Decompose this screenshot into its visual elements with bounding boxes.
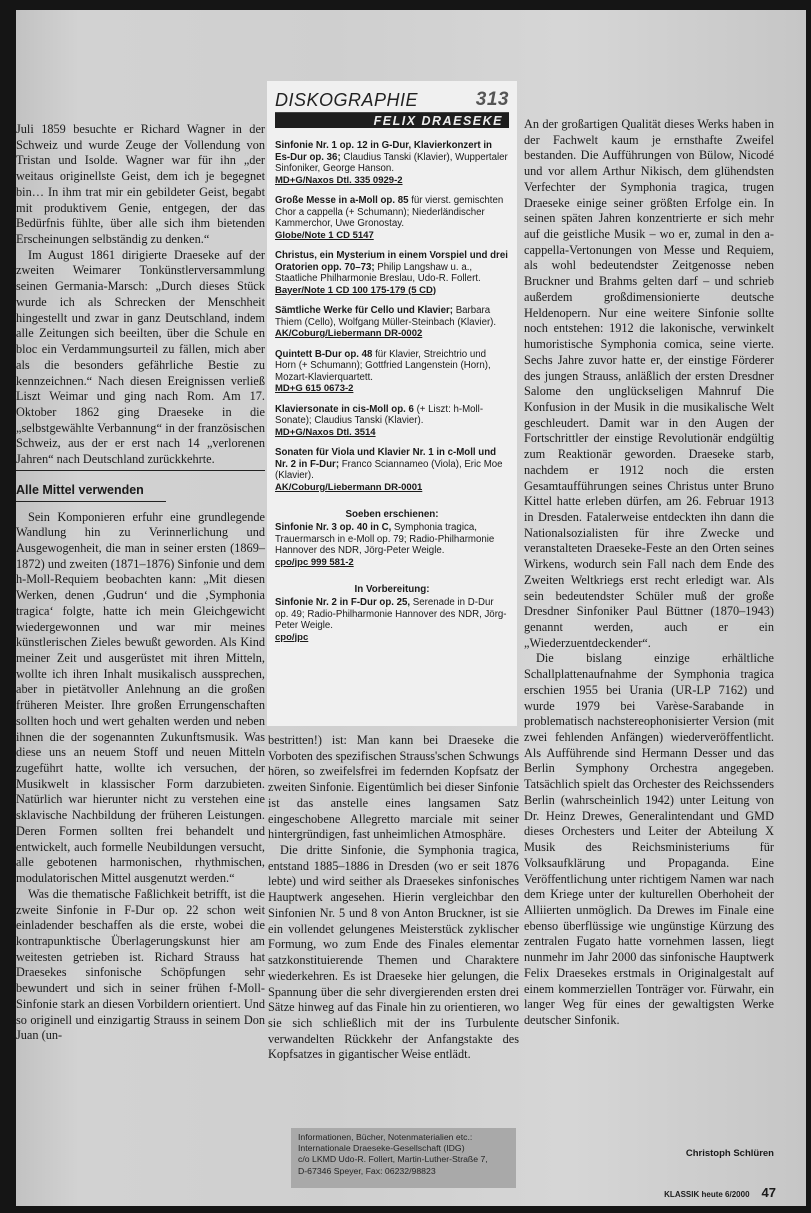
entry-work: Sinfonie Nr. 2 in F-Dur op. 25, <box>275 597 411 608</box>
info-line: c/o LKMD Udo-R. Follert, Martin-Luther-Straße 7, <box>298 1154 488 1165</box>
author-byline: Christoph Schlüren <box>685 1148 774 1159</box>
entry-description: Franco Sciannameo (Viola), Eric Moe (Klavier). <box>275 458 503 481</box>
column-rule <box>16 470 265 471</box>
section-heading: Alle Mittel verwenden <box>16 483 166 502</box>
paragraph: Im August 1861 dirigierte Draeseke auf der zweiten Weimarer Tonkünstlerversammlung seinen Germania-Marsch: „Durch dieses Stück wurde ich als Schrecken der Menschheit hingestellt und zwar in ganz Deutschland, indem alle Zeitungen sich beeilten, über die Schule en bloc ein Verdammungsurteil zu fällen, mich aber als die besonders gefährliche Bestie zu kennzeichnen.“ Nach diesen Ereignissen verließ Liszt Weimar und ging nach Rom. Am 17. Oktober 1862 ging Draeseke in die „selbstgewählte Verbannung“ in der französischen Schweiz, aus der er erst nach 14 „verlorenen Jahren“ nach Deutschland zurückkehrte. <box>16 247 265 467</box>
paragraph: bestritten!) ist: Man kann bei Draeseke die Vorboten des spezifischen Strauss'schen Schwungs hören, so zweifelsfrei im federnden Kopfsatz der zweiten Sinfonie. Eigentümlich bei dieser Sinfonie ist das anstelle eines langsamen Satz eingeschobene Allegretto marciale mit seiner hintergründigen, fast unheimlichen Atmosphäre. <box>268 733 519 842</box>
paragraph: An der großartigen Qualität dieses Werks haben in der Fachwelt kaum je ernsthafte Zweifel bestanden. Die Aufführungen von Bülow, Nicodé und vor allem Arthur Nikisch, dem glühendsten Verfechter der Symphonia tragica, trugen Draeseke einige seiner größten Erfolge ein. In seinen späten Jahren konzentrierte er sich mehr auf die geistliche Musik – wo er, zumal in den a-cappella-Vertonungen von Messe und Requiem, als wohl bedeutendster Zeitgenosse neben Bruckner und Brahms gelten darf – und schrieb außerdem großdimensionierte deutsche Heldenopern. Nur eine weitere Sinfonie sollte noch entstehen: 1912 die lakonische, verwinkelt humoristische Symphonia comica, seine vierte. Sechs Jahre zuvor hatte er, der einstige Förderer des jungen Strauss, anläßlich der ersten Dresdner Salome den unglückseligen Mahnruf Die Konfusion in der Musik in die musikalische Welt geschleudert. Damit war in den Augen der Fortschrittler der einstige Revolutionär endgültig zum Reaktionär geworden. Draeseke starb, nachdem er 1912 noch die ersten Gesamtaufführungen seines Christus unter Bruno Kittel hatte erleben dürfen, am 26. Februar 1913 in Dresden. Fatalerweise entdeckten ihn dann die Nationalsozialisten für ihre Zwecke und veranstalteten Draeseke-Feste an den Orten seines Wirkens, wodurch sein Fall nach dem Ende des Zweiten Weltkriegs erst recht erledigt war. Als sein bedeutendster Schüler muß der große Dresdner Sinfoniker Paul Büttner (1870–1943) genannt werden, auch er ein „Wiederzuentdeckender“. <box>524 117 774 650</box>
paragraph: Sein Komponieren erfuhr eine grundlegende Wandlung hin zu Verinnerlichung und Ausgewogenheit, die man in seiner ersten (1869–1872) und zweiten (1871–1876) Sinfonie und dem h-Moll-Requiem beobachten kann: „Mit diesen Werken, denen ‚Gudrun‘ und die ‚Symphonia tragica‘ folgte, hatte ich mein Gleichgewicht wiedergewonnen und war mir meines künstlerischen Zieles bewußt geworden. Als Kind meiner Zeit und ausgerüstet mit ihren Mitteln, wollte ich ihren Inhalt musikalisch aussprechen, aber in pietätvoller Anlehnung an die großen früheren Meister. Ihre großen Errungenschaften sollten hoch und wert gehalten werden und neben ihnen die der sogenannten Zukunftsmusik. Was diese uns an neuem Stoff und neuen Mitteln zugeführt hatte, wollte ich versuchen, der Musikwelt in klassischer Form darzubieten. Natürlich war hierunter nicht zu verstehen eine sklavische Nachbildung der früheren Leistungen. Deren Formen sollten frei behandelt und entwickelt, auch formelle Neubildungen versucht, alle gebotenen harmonischen, rhythmischen, modulatorischen Mittel ausgenutzt werden.“ <box>16 509 265 886</box>
discography-title <box>275 89 509 113</box>
composer-banner: FELIX DRAESEKE <box>275 113 509 128</box>
page-marker: 313 <box>475 89 509 110</box>
discography-entry <box>275 522 509 568</box>
discography-entry <box>275 597 509 643</box>
info-line: Informationen, Bücher, Notenmaterialien etc.: <box>298 1132 473 1142</box>
paragraph: Juli 1859 besuchte er Richard Wagner in der Schweiz und wurde Zeuge der Vollendung von Tristan und Isolde. Wagner war für ihn „der weitaus originellste Geist, dem ich je begegnet bin… In ihm trat mir ein gebildeter Geist, begabt mit produktivem Genie, entgegen, der das Bedürfnis fühlte, über alle sich ihm bietenden Erscheinungen selbständig zu denken.“ <box>16 122 265 247</box>
entry-work: Christus, ein Mysterium in einem Vorspiel und drei Oratorien opp. 70–73; <box>275 250 508 273</box>
entry-label: Bayer/Note 1 CD 100 175-179 (5 CD) <box>275 284 437 296</box>
section-upcoming: In Vorbereitung: <box>354 584 430 595</box>
entry-work: Klaviersonate in cis-Moll op. 6 <box>275 403 414 415</box>
entry-label: MD+G/Naxos Dtl. 335 0929-2 <box>275 174 403 186</box>
discography-heading: DISKOGRAPHIE <box>275 89 419 110</box>
new-releases-list <box>275 522 509 568</box>
entry-description: Barbara Thiem (Cello), Wolfgang Müller-Steinbach (Klavier). <box>275 305 497 328</box>
entry-description: Serenade in D-Dur op. 49; Radio-Philharmonie Hannover des NDR, Jörg-Peter Weigle. <box>275 597 507 631</box>
entry-label: cpo/jpc 999 581-2 <box>275 556 354 568</box>
entry-description: Symphonia tragica, Trauermarsch in e-Moll op. 79; Radio-Philharmonie Hannover des NDR, Jörg-Peter Weigle. <box>275 522 495 556</box>
entry-description: für Klavier, Streichtrio und Horn (+ Schumann); Gottfried Langenstein (Horn), Mozart-Klavierquartett. <box>275 348 491 383</box>
discography-box <box>267 81 517 726</box>
info-line: Internationale Draeseke-Gesellschaft (IDG) <box>298 1143 465 1154</box>
page-number: 47 <box>761 1185 776 1200</box>
discography-entry <box>275 195 509 241</box>
discography-entry <box>275 140 509 186</box>
entry-work: Sinfonie Nr. 3 op. 40 in C, <box>275 522 392 533</box>
discography-entry <box>275 349 509 395</box>
discography-entry <box>275 447 509 493</box>
paragraph: Die dritte Sinfonie, die Symphonia tragica, entstand 1885–1886 in Dresden (wo er seit 1876 lebte) und wird seither als Draesekes sinfonisches Hauptwerk angesehen. Hierin vergleichbar den Sinfonien Nr. 5 und 8 von Anton Bruckner, ist sie ein vollendet gelungenes Meisterstück zyklischer Formung, wo zum Ende des Finales elementar satzkonstituierende Themen und Charaktere wiederkehren. Es ist Draeseke hier gelungen, die Spannung über die sehr divergierenden ersten drei Sätze hinweg auf das Finale hin zu orientieren, wo sie sich schließlich mit der ins Turbulente verwandelten Rückkehr der Anfangstakte des Kopfsatzes in gigantischer Weise entlädt. <box>268 843 519 1062</box>
paragraph: Was die thematische Faßlichkeit betrifft, ist die zweite Sinfonie in F-Dur op. 22 schon weit einladender beschaffen als die erste, wobei die kontrapunktische Überlagerungskunst hier am weitesten getrieben ist. Richard Strauss hat Draesekes sinfonische Schöpfungen sehr bewundert und sich in seiner frühen f-Moll-Sinfonie stark an diesen Vorbildern orientiert. Und so originell und einzigartig Strauss in seinem Don Juan (un- <box>16 886 265 1043</box>
left-column <box>16 122 265 1044</box>
middle-column <box>268 733 519 1063</box>
page-footer <box>600 1185 776 1200</box>
entry-description: Philip Langshaw u. a., Staatliche Philharmonie Breslau, Udo-R. Follert. <box>275 261 481 284</box>
entry-work: Sinfonie Nr. 1 op. 12 in G-Dur, Klavierkonzert in Es-Dur op. 36; <box>275 140 492 163</box>
entry-work: Sämtliche Werke für Cello und Klavier; <box>275 305 454 316</box>
discography-list <box>275 140 509 493</box>
upcoming-list <box>275 597 509 643</box>
info-box <box>291 1128 516 1188</box>
entry-label: AK/Coburg/Liebermann DR-0002 <box>275 328 423 339</box>
entry-work: Große Messe in a-Moll op. 85 <box>275 195 409 206</box>
entry-label: AK/Coburg/Liebermann DR-0001 <box>275 481 423 493</box>
entry-description: (+ Liszt: h-Moll-Sonate); Claudius Tanski (Klavier). <box>275 403 484 426</box>
section-new-releases: Soeben erschienen: <box>345 509 439 520</box>
entry-label: MD+G 615 0673-2 <box>275 383 354 394</box>
entry-label: cpo/jpc <box>275 631 309 643</box>
discography-entry <box>275 404 509 439</box>
magazine-issue: KLASSIK heute 6/2000 <box>664 1190 750 1199</box>
entry-description: Claudius Tanski (Klavier), Wuppertaler Sinfoniker, George Hanson. <box>275 151 508 174</box>
entry-work: Quintett B-Dur op. 48 <box>275 348 373 360</box>
entry-work: Sonaten für Viola und Klavier Nr. 1 in c-Moll und Nr. 2 in F-Dur; <box>275 447 497 470</box>
right-column <box>524 117 774 1029</box>
discography-entry <box>275 250 509 296</box>
entry-label: MD+G/Naxos Dtl. 3514 <box>275 426 376 438</box>
paragraph: Die bislang einzige erhältliche Schallplattenaufnahme der Symphonia tragica erschien 1955 bei Urania (UR-LP 7162) und wurde 1979 bei Varèse-Sarabande in problematisch nachstereophonisierter Version (mit zwei fehlenden Anfängen) wiederveröffentlicht. Als Aufführende sind Hermann Desser und das Berlin Symphony Orchestra angegeben. Tatsächlich spielt das Orchester des Reichssenders Berlin (wahrscheinlich 1942) unter Leitung von Dr. Heinz Drewes, Generalintendant und GMD dieses Orchesters und Leiter der Abteilung X Musik des Reichsministeriums für Volksaufklärung und Propaganda. Eine Veröffentlichung unter richtigem Namen war nach dem Kriege unter der kulturellen Oberhoheit der Alliierten unmöglich. Da Drewes im Finale eine ebenso überflüssige wie ungünstige Kürzung des zentralen Fugato hatte vornehmen lassen, liegt nunmehr im Jahr 2000 das sinfonische Hauptwerk Felix Draesekes erstmals in Originalgestalt auf einem kommerziellen Tonträger vor. Fürwahr, ein langer Weg für eines der gewaltigsten Werke deutscher Sinfonik. <box>524 651 774 1027</box>
info-line: D-67346 Speyer, Fax: 06232/98823 <box>298 1165 436 1176</box>
entry-label: Globe/Note 1 CD 5147 <box>275 229 374 241</box>
entry-description: für vierst. gemischten Chor a cappella (+ Schumann); Niederländischer Kammerchor, Uwe Gronostay. <box>275 195 504 229</box>
discography-entry <box>275 305 509 340</box>
